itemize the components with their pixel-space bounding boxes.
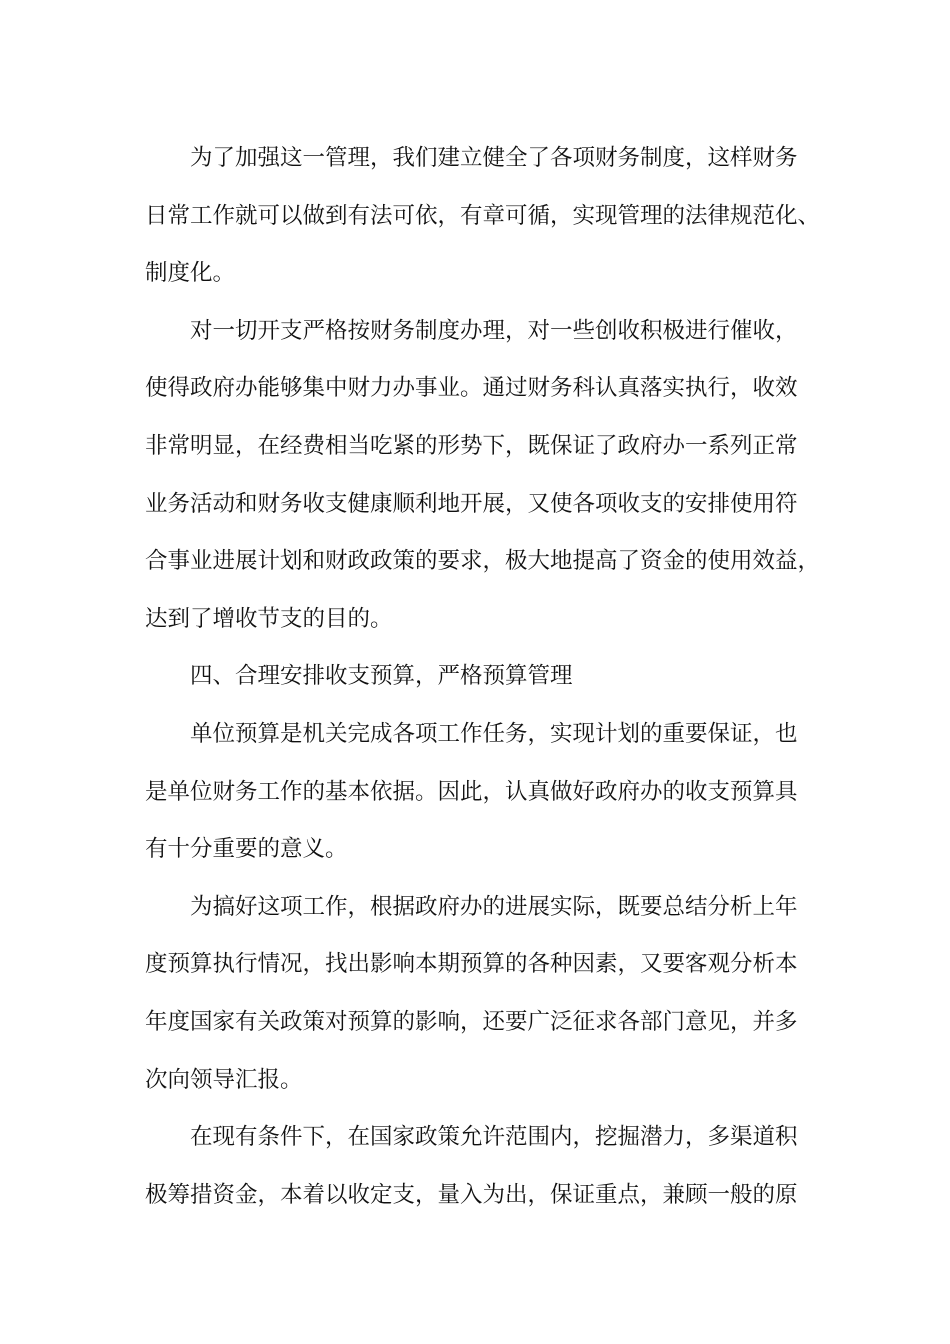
text-line: 日常工作就可以做到有法可依，有章可循，实现管理的法律规范化、 [145,202,821,229]
text-line: 四、合理安排收支预算，严格预算管理 [190,663,573,690]
section-heading-budget [145,648,810,706]
text-line: 为了加强这一管理，我们建立健全了各项财务制度，这样财务 [190,145,798,171]
text-line: 使得政府办能够集中财力办事业。通过财务科认真落实执行，收效 [145,375,798,402]
text-line: 度预算执行情况，找出影响本期预算的各种因素，又要客观分析本 [145,951,798,978]
text-line: 年度国家有关政策对预算的影响，还要广泛征求各部门意见，并多 [145,1008,798,1035]
text-line: 单位预算是机关完成各项工作任务，实现计划的重要保证，也 [190,720,798,747]
text-line: 达到了增收节支的目的。 [145,605,393,632]
text-line: 是单位财务工作的基本依据。因此，认真做好政府办的收支预算具 [145,778,798,805]
paragraph-unit-budget [145,706,810,879]
text-line: 对一切开支严格按财务制度办理，对一些创收积极进行催收， [190,317,798,344]
paragraph-fund-raising [145,1109,810,1224]
document-body [145,130,821,1224]
text-line: 有十分重要的意义。 [145,836,348,863]
text-line: 制度化。 [145,260,236,287]
text-line: 合事业进展计划和财政政策的要求，极大地提高了资金的使用效益， [145,548,821,575]
paragraph-budget-work [145,879,810,1109]
text-line: 业务活动和财务收支健康顺利地开展，又使各项收支的安排使用符 [145,490,798,517]
text-line: 极筹措资金，本着以收定支，量入为出，保证重点，兼顾一般的原 [145,1181,798,1208]
paragraph-financial-system [145,130,821,303]
text-line: 非常明显，在经费相当吃紧的形势下，既保证了政府办一系列正常 [145,432,798,459]
text-line: 在现有条件下，在国家政策允许范围内，挖掘潜力，多渠道积 [190,1124,798,1151]
text-line: 次向领导汇报。 [145,1066,303,1093]
text-line: 为搞好这项工作，根据政府办的进展实际，既要总结分析上年 [190,893,798,920]
paragraph-expenditure-control [145,303,821,649]
